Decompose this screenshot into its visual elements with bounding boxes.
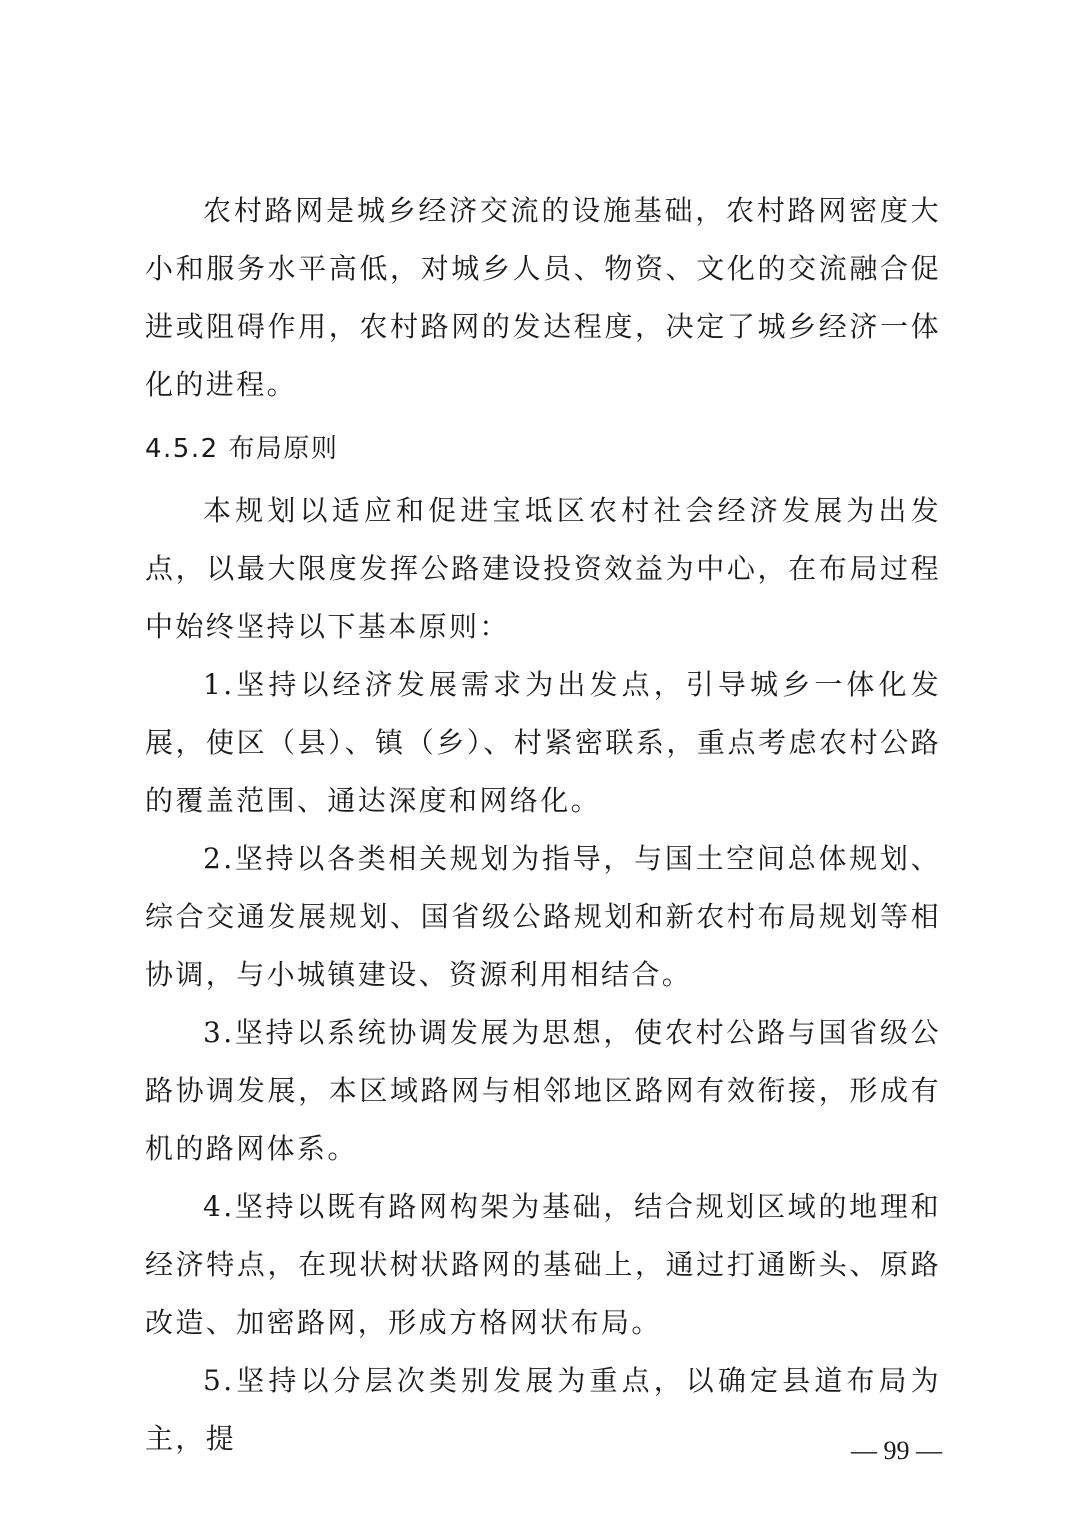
principle-item-4: 4.坚持以既有路网构架为基础，结合规划区域的地理和经济特点，在现状树状路网的基础上，通过打通断头、原路改造、加密路网，形成方格网状布局。 — [145, 1190, 941, 1339]
principle-item-1: 1.坚持以经济发展需求为出发点，引导城乡一体化发展，使区（县）、镇（乡）、村紧密联系，重点考虑农村公路的覆盖范围、通达深度和网络化。 — [145, 668, 941, 817]
page-body — [145, 182, 941, 1468]
principle-item-3: 3.坚持以系统协调发展为思想，使农村公路与国省级公路协调发展，本区域路网与相邻地区路网有效衔接，形成有机的路网体系。 — [145, 1016, 941, 1165]
principles-intro-paragraph: 本规划以适应和促进宝坻区农村社会经济发展为出发点，以最大限度发挥公路建设投资效益为中心，在布局过程中始终坚持以下基本原则： — [145, 494, 941, 643]
intro-paragraph: 农村路网是城乡经济交流的设施基础，农村路网密度大小和服务水平高低，对城乡人员、物资、文化的交流融合促进或阻碍作用，农村路网的发达程度，决定了城乡经济一体化的进程。 — [145, 194, 941, 401]
principle-item-5: 5.坚持以分层次类别发展为重点，以确定县道布局为主，提 — [145, 1364, 941, 1455]
page-number: — 99 — — [851, 1436, 942, 1465]
principle-item-2: 2.坚持以各类相关规划为指导，与国土空间总体规划、综合交通发展规划、国省级公路规划和新农村布局规划等相协调，与小城镇建设、资源利用相结合。 — [145, 842, 941, 991]
section-heading: 4.5.2 布局原则 — [145, 434, 339, 464]
